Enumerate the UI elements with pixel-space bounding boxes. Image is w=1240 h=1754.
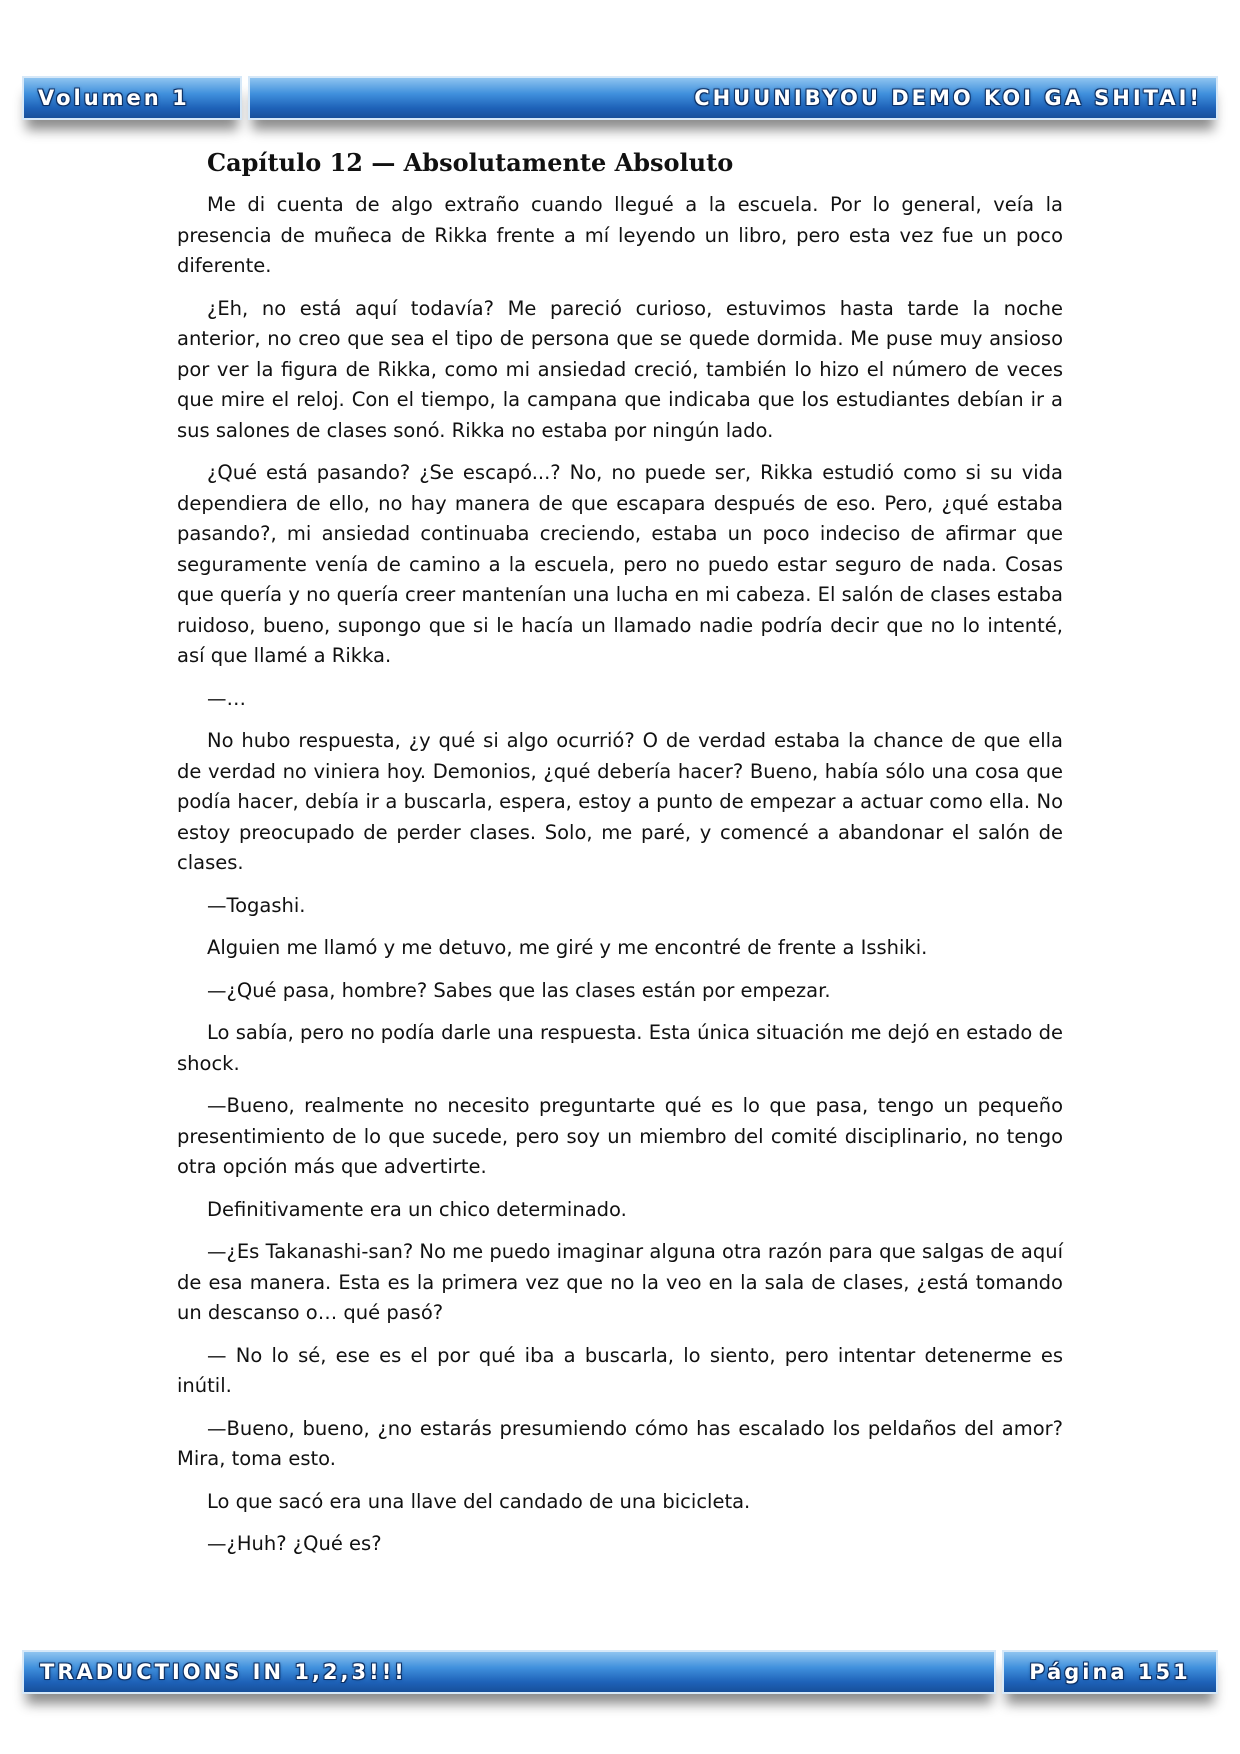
series-title: CHUUNIBYOU DEMO KOI GA SHITAI! <box>694 86 1202 110</box>
page-content <box>177 146 1063 1572</box>
volume-label: Volumen 1 <box>38 86 190 110</box>
paragraph: ¿Qué está pasando? ¿Se escapó...? No, no puede ser, Rikka estudió como si su vida dependiera de ello, no hay manera de que escapara después de eso. Pero, ¿qué estaba pasando?, mi ansiedad continuaba creciendo, estaba un poco indeciso de afirmar que seguramente venía de camino a la escuela, pero no puedo estar seguro de nada. Cosas que quería y no quería creer mantenían una lucha en mi cabeza. El salón de clases estaba ruidoso, bueno, supongo que si le hacía un llamado nadie podría decir que no lo intenté, así que llamé a Rikka. <box>177 461 1063 667</box>
paragraph: —¿Es Takanashi-san? No me puedo imaginar alguna otra razón para que salgas de aquí de esa manera. Esta es la primera vez que no la veo en la sala de clases, ¿está tomando un descanso o… qué pasó? <box>177 1240 1063 1324</box>
footer-credit: TRADUCTIONS IN 1,2,3!!! <box>40 1660 407 1684</box>
paragraph: Definitivamente era un chico determinado. <box>207 1197 627 1221</box>
paragraph: —Bueno, bueno, ¿no estarás presumiendo cómo has escalado los peldaños del amor? Mira, toma esto. <box>177 1416 1063 1470</box>
header-volume-bar <box>22 76 242 120</box>
footer-page-bar <box>1002 1650 1218 1694</box>
paragraph: —Togashi. <box>207 893 306 917</box>
paragraph: Alguien me llamó y me detuvo, me giré y me encontré de frente a Isshiki. <box>207 936 928 959</box>
footer-credit-bar <box>22 1650 996 1694</box>
paragraph: Me di cuenta de algo extraño cuando llegué a la escuela. Por lo general, veía la presencia de muñeca de Rikka frente a mí leyendo un libro, pero esta vez fue un poco diferente. <box>177 193 1063 277</box>
paragraph: No hubo respuesta, ¿y qué si algo ocurrió? O de verdad estaba la chance de que ella de verdad no viniera hoy. Demonios, ¿qué debería hacer? Bueno, había sólo una cosa que podía hacer, debía ir a buscarla, espera, estoy a punto de empezar a actuar como ella. No estoy preocupado de perder clases. Solo, me paré, y comencé a abandonar el salón de clases. <box>177 729 1063 874</box>
paragraph: — No lo sé, ese es el por qué iba a buscarla, lo siento, pero intentar detenerme es inútil. <box>177 1343 1063 1397</box>
paragraph: —… <box>207 686 246 710</box>
paragraph: —¿Qué pasa, hombre? Sabes que las clases están por empezar. <box>207 978 831 1002</box>
paragraph: —¿Huh? ¿Qué es? <box>207 1532 382 1555</box>
paragraph: —Bueno, realmente no necesito preguntarte qué es lo que pasa, tengo un pequeño presentimiento de lo que sucede, pero soy un miembro del comité disciplinario, no tengo otra opción más que advertirte. <box>177 1094 1063 1178</box>
header-title-bar <box>248 76 1218 120</box>
page-number: Página 151 <box>1029 1660 1191 1684</box>
paragraph: ¿Eh, no está aquí todavía? Me pareció curioso, estuvimos hasta tarde la noche anterior, no creo que sea el tipo de persona que se quede dormida. Me puse muy ansioso por ver la figura de Rikka, como mi ansiedad creció, también lo hizo el número de veces que mire el reloj. Con el tiempo, la campana que indicaba que los estudiantes debían ir a sus salones de clases sonó. Rikka no estaba por ningún lado. <box>177 296 1063 442</box>
chapter-title: Capítulo 12 — Absolutamente Absoluto <box>207 148 734 177</box>
paragraph: Lo que sacó era una llave del candado de una bicicleta. <box>207 1489 751 1513</box>
paragraph: Lo sabía, pero no podía darle una respuesta. Esta única situación me dejó en estado de shock. <box>177 1021 1063 1075</box>
